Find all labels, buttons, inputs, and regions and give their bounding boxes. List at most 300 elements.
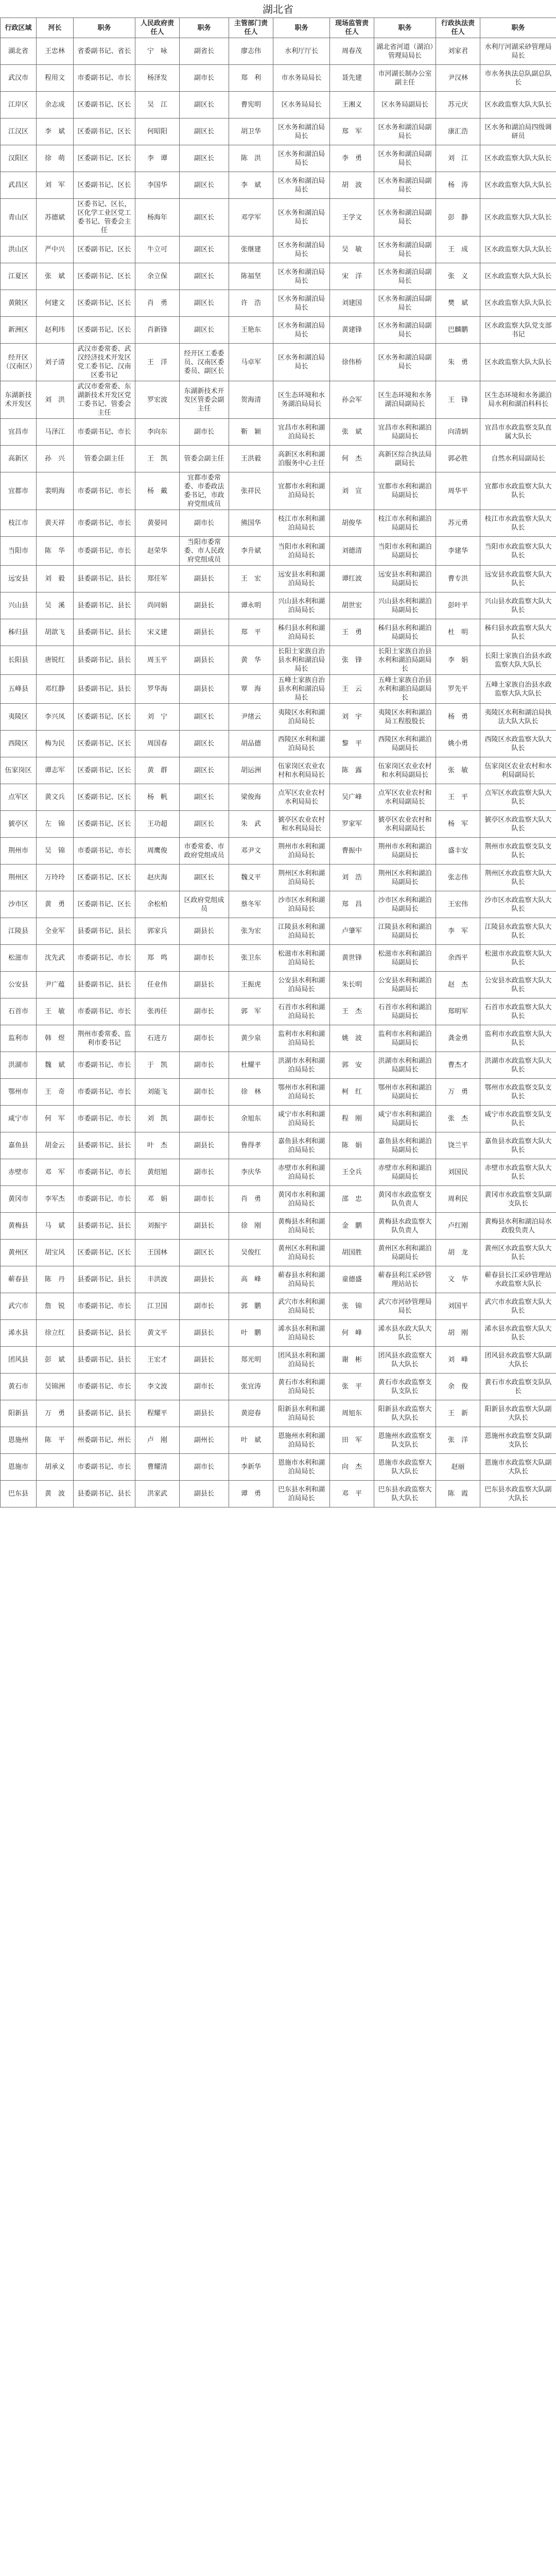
- cell-region: 黄石市: [1, 1374, 37, 1400]
- cell-department-position: 秭归县水利和湖泊局局长: [273, 619, 330, 646]
- cell-site-supervisor: 宋 洋: [330, 263, 374, 290]
- cell-government-person: 黄绍旭: [135, 1159, 180, 1186]
- cell-river-chief: 裴明海: [37, 472, 74, 510]
- cell-enforcement-position: 黄冈市水政监察支队副支队长: [480, 1186, 556, 1213]
- cell-enforcement-position: 秭归县水政监察大队大队长: [480, 619, 556, 646]
- cell-government-position: 副县长: [180, 1400, 229, 1427]
- cell-department-position: 区水务和湖泊局局长: [273, 199, 330, 236]
- cell-river-chief: 李军杰: [37, 1186, 74, 1213]
- cell-chief-position: 区委副书记、区长: [74, 757, 135, 784]
- cell-enforcement-person: 饶兰平: [436, 1132, 480, 1159]
- cell-chief-position: 市委副书记、市长: [74, 1454, 135, 1481]
- cell-government-person: 石进方: [135, 1025, 180, 1052]
- cell-enforcement-person: 刘国民: [436, 1159, 480, 1186]
- cell-government-person: 刘能飞: [135, 1079, 180, 1106]
- cell-site-supervisor: 胡俊华: [330, 510, 374, 537]
- cell-river-chief: 何 军: [37, 1106, 74, 1132]
- cell-government-person: 杨海年: [135, 199, 180, 236]
- cell-river-chief: 胡金云: [37, 1132, 74, 1159]
- cell-enforcement-position: 兴山县水政监察大队大队长: [480, 592, 556, 619]
- cell-enforcement-position: 区水政监察大队大队长: [480, 92, 556, 118]
- cell-region: 点军区: [1, 784, 37, 811]
- table-row: [1, 263, 556, 290]
- cell-government-position: 副县长: [180, 918, 229, 945]
- cell-region: 黄梅县: [1, 1213, 37, 1240]
- cell-site-position: 区水务和湖泊局副局长: [374, 236, 436, 263]
- cell-government-position: 副县长: [180, 972, 229, 998]
- cell-government-person: 曹耀清: [135, 1454, 180, 1481]
- cell-enforcement-position: 黄石市水政监察支队队长: [480, 1374, 556, 1400]
- cell-chief-position: 区委副书记、区长: [74, 236, 135, 263]
- cell-enforcement-position: 蕲春县长江采砂管理站水政监察大队长: [480, 1266, 556, 1293]
- cell-site-supervisor: 胡国胜: [330, 1240, 374, 1266]
- cell-region: 巴东县: [1, 1481, 37, 1507]
- cell-chief-position: 区委副书记、区长: [74, 704, 135, 731]
- cell-site-supervisor: 黄建锋: [330, 317, 374, 344]
- cell-site-position: 江陵县水利和湖泊局副局长: [374, 918, 436, 945]
- cell-department-person: 胡运洲: [229, 757, 273, 784]
- cell-government-position: 副区长: [180, 1240, 229, 1266]
- cell-government-person: 郑任军: [135, 566, 180, 592]
- table-row: [1, 675, 556, 704]
- cell-chief-position: 市委副书记、市长: [74, 1079, 135, 1106]
- cell-site-position: 高新区综合执法局副局长: [374, 446, 436, 472]
- cell-region: 新洲区: [1, 317, 37, 344]
- cell-government-person: 王 洋: [135, 344, 180, 381]
- cell-site-supervisor: 郑 军: [330, 118, 374, 145]
- cell-enforcement-person: 刘 峰: [436, 1347, 480, 1374]
- cell-enforcement-position: 自然水利局副局长: [480, 446, 556, 472]
- table-row: [1, 757, 556, 784]
- cell-department-person: 黄迎春: [229, 1400, 273, 1427]
- cell-site-supervisor: 陈 娟: [330, 1132, 374, 1159]
- cell-enforcement-person: 胡 龙: [436, 1240, 480, 1266]
- cell-enforcement-person: 彭 静: [436, 199, 480, 236]
- cell-site-position: 浠水县水政大队大队长: [374, 1320, 436, 1347]
- cell-government-position: 副县长: [180, 1347, 229, 1374]
- cell-department-person: 张宜涛: [229, 1374, 273, 1400]
- cell-site-supervisor: 刘德清: [330, 537, 374, 566]
- cell-government-person: 宁 咏: [135, 38, 180, 65]
- cell-government-person: 李 谭: [135, 145, 180, 172]
- cell-government-position: 副市长: [180, 1374, 229, 1400]
- cell-site-supervisor: 王湘义: [330, 92, 374, 118]
- cell-enforcement-position: 五峰土家族自治县水政监察大队大队长: [480, 675, 556, 704]
- cell-chief-position: 市委副书记、市长: [74, 1106, 135, 1132]
- cell-chief-position: 市委副书记、市长: [74, 537, 135, 566]
- cell-site-supervisor: 郭 安: [330, 1052, 374, 1079]
- cell-chief-position: 县委副书记、县长: [74, 1347, 135, 1374]
- header-site-supervisor: 现场监管责任人: [330, 18, 374, 38]
- cell-enforcement-position: 区水政监察大队大队长: [480, 236, 556, 263]
- cell-region: 江岸区: [1, 92, 37, 118]
- cell-department-position: 枝江市水利和湖泊局局长: [273, 510, 330, 537]
- cell-site-supervisor: 张 斌: [330, 419, 374, 446]
- cell-government-position: 副县长: [180, 592, 229, 619]
- table-row: [1, 1132, 556, 1159]
- cell-government-person: 李国华: [135, 172, 180, 199]
- cell-department-person: 李庆华: [229, 1159, 273, 1186]
- cell-government-person: 洪家武: [135, 1481, 180, 1507]
- cell-river-chief: 唐锐红: [37, 646, 74, 675]
- cell-river-chief: 彭 斌: [37, 1347, 74, 1374]
- cell-chief-position: 市委副书记、市长: [74, 1293, 135, 1320]
- cell-government-position: 副县长: [180, 1481, 229, 1507]
- cell-department-position: 区水务和湖泊局局长: [273, 172, 330, 199]
- cell-department-person: 谭永明: [229, 592, 273, 619]
- cell-government-position: 副市长: [180, 945, 229, 972]
- cell-site-position: 黄冈市水政监察支队负责人: [374, 1186, 436, 1213]
- cell-region: 荆州市: [1, 838, 37, 865]
- cell-site-supervisor: 周旭东: [330, 1400, 374, 1427]
- cell-river-chief: 黄天祥: [37, 510, 74, 537]
- cell-department-person: 李 斌: [229, 172, 273, 199]
- cell-chief-position: 县委副书记、县长: [74, 1481, 135, 1507]
- cell-region: 蕲春县: [1, 1266, 37, 1293]
- cell-enforcement-position: 区水政监察大队大队长: [480, 145, 556, 172]
- cell-region: 经开区（汉南区）: [1, 344, 37, 381]
- table-row: [1, 290, 556, 317]
- cell-region: 长阳县: [1, 646, 37, 675]
- cell-chief-position: 区委副书记、区长: [74, 811, 135, 838]
- cell-government-position: 副区长: [180, 704, 229, 731]
- cell-government-person: 叶 杰: [135, 1132, 180, 1159]
- cell-department-position: 恩施州水利和湖泊局局长: [273, 1427, 330, 1454]
- cell-site-position: 沙市区水利和湖泊局副局长: [374, 891, 436, 918]
- cell-enforcement-position: 浠水县水政监察大队大队长: [480, 1320, 556, 1347]
- cell-river-chief: 王忠林: [37, 38, 74, 65]
- cell-government-person: 肖新锋: [135, 317, 180, 344]
- cell-site-position: 区水务和湖泊局副局长: [374, 118, 436, 145]
- cell-site-supervisor: 王学文: [330, 199, 374, 236]
- cell-site-supervisor: 胡 波: [330, 172, 374, 199]
- cell-site-position: 兴山县水利和湖泊局副局长: [374, 592, 436, 619]
- cell-enforcement-position: 鄂州市水政监察支队支队长: [480, 1079, 556, 1106]
- cell-enforcement-person: 郭必胜: [436, 446, 480, 472]
- cell-enforcement-person: 巴麟鹏: [436, 317, 480, 344]
- table-row: [1, 236, 556, 263]
- table-row: [1, 1293, 556, 1320]
- cell-site-supervisor: 童德盛: [330, 1266, 374, 1293]
- table-row: [1, 199, 556, 236]
- cell-chief-position: 荆州市委常委、监利市委书记: [74, 1025, 135, 1052]
- cell-site-position: 五峰土家族自治县水利和湖泊局副局长: [374, 675, 436, 704]
- cell-enforcement-position: 远安县水政监察大队大队长: [480, 566, 556, 592]
- cell-region: 枝江市: [1, 510, 37, 537]
- cell-department-position: 远安县水利和湖泊局局长: [273, 566, 330, 592]
- cell-site-supervisor: 何 峰: [330, 1320, 374, 1347]
- cell-government-position: 副市长: [180, 1079, 229, 1106]
- cell-government-position: 副市长: [180, 510, 229, 537]
- cell-government-position: 副县长: [180, 1132, 229, 1159]
- cell-department-person: 靳 颖: [229, 419, 273, 446]
- cell-site-position: 监利市水利和湖泊局副局长: [374, 1025, 436, 1052]
- cell-department-person: 张祥民: [229, 472, 273, 510]
- cell-government-position: 副市长: [180, 1025, 229, 1052]
- cell-enforcement-position: 区水政监察大队大队长: [480, 172, 556, 199]
- table-row: [1, 646, 556, 675]
- cell-government-person: 杨泽发: [135, 65, 180, 92]
- cell-enforcement-position: 夷陵区水利和湖泊局执法大队大队长: [480, 704, 556, 731]
- cell-site-supervisor: 王 云: [330, 675, 374, 704]
- cell-river-chief: 马泽江: [37, 419, 74, 446]
- cell-government-person: 刘 宁: [135, 704, 180, 731]
- cell-department-person: 马卓军: [229, 344, 273, 381]
- table-row: [1, 1481, 556, 1507]
- table-row: [1, 838, 556, 865]
- cell-river-chief: 徐 萌: [37, 145, 74, 172]
- cell-department-position: 荆州市水利和湖泊局局长: [273, 838, 330, 865]
- cell-government-position: 副市长: [180, 1106, 229, 1132]
- cell-river-chief: 徐立红: [37, 1320, 74, 1347]
- cell-chief-position: 市委副书记、市长: [74, 1159, 135, 1186]
- cell-department-person: 叶 鹏: [229, 1320, 273, 1347]
- cell-region: 夷陵区: [1, 704, 37, 731]
- cell-department-position: 高新区水利和湖泊服务中心主任: [273, 446, 330, 472]
- cell-site-supervisor: 刘 宣: [330, 472, 374, 510]
- cell-government-position: 副市长: [180, 1052, 229, 1079]
- cell-government-person: 周鹰俊: [135, 838, 180, 865]
- cell-region: 五峰县: [1, 675, 37, 704]
- cell-department-position: 松滋市水利和湖泊局局长: [273, 945, 330, 972]
- cell-site-position: 区水务和湖泊局副局长: [374, 172, 436, 199]
- cell-department-person: 熊国华: [229, 510, 273, 537]
- cell-site-position: 区水务和湖泊局副局长: [374, 263, 436, 290]
- cell-site-position: 松滋市水利和湖泊局副局长: [374, 945, 436, 972]
- table-row: [1, 381, 556, 419]
- cell-department-person: 郭 鹏: [229, 1293, 273, 1320]
- cell-chief-position: 区委副书记、区长: [74, 145, 135, 172]
- table-row: [1, 537, 556, 566]
- cell-site-supervisor: 邵 忠: [330, 1186, 374, 1213]
- cell-site-position: 黄石市水政监察支队支队长: [374, 1374, 436, 1400]
- cell-department-position: 区水务和湖泊局局长: [273, 263, 330, 290]
- cell-enforcement-person: 张 杰: [436, 1106, 480, 1132]
- cell-government-person: 刘 凯: [135, 1106, 180, 1132]
- table-body: [1, 38, 556, 1507]
- header-department-person: 主管部门责任人: [229, 18, 273, 38]
- cell-enforcement-person: 王 平: [436, 784, 480, 811]
- cell-site-supervisor: 谢 彬: [330, 1347, 374, 1374]
- cell-enforcement-person: 杨 勇: [436, 704, 480, 731]
- cell-chief-position: 县委副书记、县长: [74, 918, 135, 945]
- cell-government-position: 副县长: [180, 675, 229, 704]
- cell-region: 高新区: [1, 446, 37, 472]
- cell-department-position: 夷陵区水利和湖泊局局长: [273, 704, 330, 731]
- cell-government-person: 牛立可: [135, 236, 180, 263]
- cell-enforcement-position: 松滋市水政监察大队大队长: [480, 945, 556, 972]
- cell-chief-position: 市委副书记、市长: [74, 838, 135, 865]
- table-row: [1, 172, 556, 199]
- cell-site-position: 洪湖市水利和湖泊局副局长: [374, 1052, 436, 1079]
- cell-site-position: 团风县水政监察大队大队长: [374, 1347, 436, 1374]
- cell-river-chief: 胡宝风: [37, 1240, 74, 1266]
- table-row: [1, 811, 556, 838]
- cell-enforcement-person: 杨 军: [436, 811, 480, 838]
- cell-government-person: 卢 刚: [135, 1427, 180, 1454]
- cell-government-position: 副市长: [180, 419, 229, 446]
- cell-department-position: 区水务和湖泊局局长: [273, 317, 330, 344]
- cell-site-supervisor: 王 勇: [330, 619, 374, 646]
- cell-river-chief: 李兴凤: [37, 704, 74, 731]
- cell-department-position: 区水务局局长: [273, 92, 330, 118]
- cell-chief-position: 市委副书记、市长: [74, 472, 135, 510]
- cell-enforcement-position: 洪湖市水政监察大队大队长: [480, 1052, 556, 1079]
- cell-government-person: 赵荣华: [135, 537, 180, 566]
- cell-site-position: 黄梅县水政监察大队负责人: [374, 1213, 436, 1240]
- cell-site-position: 区水务和湖泊局副局长: [374, 199, 436, 236]
- cell-region: 汉阳区: [1, 145, 37, 172]
- cell-enforcement-person: 尹汉林: [436, 65, 480, 92]
- cell-river-chief: 黄 波: [37, 1481, 74, 1507]
- cell-site-supervisor: 郑 昌: [330, 891, 374, 918]
- cell-enforcement-person: 盛丰安: [436, 838, 480, 865]
- cell-region: 公安县: [1, 972, 37, 998]
- cell-river-chief: 马 斌: [37, 1213, 74, 1240]
- cell-chief-position: 县委副书记、县长: [74, 972, 135, 998]
- cell-site-position: 武穴市河砂管理局局长: [374, 1293, 436, 1320]
- cell-enforcement-person: 陈 霞: [436, 1481, 480, 1507]
- cell-site-position: 区水务和湖泊局副局长: [374, 344, 436, 381]
- cell-chief-position: 市委副书记、市长: [74, 945, 135, 972]
- cell-department-position: 石首市水利和湖泊局局长: [273, 998, 330, 1025]
- table-row: [1, 784, 556, 811]
- cell-site-position: 恩施州水政监察支队支队长: [374, 1427, 436, 1454]
- cell-enforcement-position: 区水务和湖泊局四级调研员: [480, 118, 556, 145]
- cell-government-position: 副州长: [180, 1427, 229, 1454]
- cell-department-position: 猇亭区农业农村和水利局局长: [273, 811, 330, 838]
- cell-enforcement-position: 区水政监察大队大队长: [480, 290, 556, 317]
- cell-site-supervisor: 柯 红: [330, 1079, 374, 1106]
- cell-enforcement-person: 赵丽: [436, 1454, 480, 1481]
- cell-department-position: 黄州区水利和湖泊局局长: [273, 1240, 330, 1266]
- cell-government-position: 副区长: [180, 118, 229, 145]
- cell-enforcement-person: 卢红刚: [436, 1213, 480, 1240]
- table-row: [1, 972, 556, 998]
- cell-enforcement-position: 区水政监察大队大队长: [480, 263, 556, 290]
- cell-site-supervisor: 聂先建: [330, 65, 374, 92]
- table-row: [1, 38, 556, 65]
- cell-department-position: 监利市水利和湖泊局局长: [273, 1025, 330, 1052]
- cell-department-position: 区水务和湖泊局局长: [273, 118, 330, 145]
- header-enforcement-position: 职务: [480, 18, 556, 38]
- cell-enforcement-person: 樊 斌: [436, 290, 480, 317]
- table-row: [1, 592, 556, 619]
- cell-department-position: 长阳土家族自治县水利和湖泊局局长: [273, 646, 330, 675]
- cell-department-person: 陈福坚: [229, 263, 273, 290]
- cell-river-chief: 张 斌: [37, 263, 74, 290]
- cell-site-position: 区生态环境和水务湖泊局副局长: [374, 381, 436, 419]
- cell-region: 青山区: [1, 199, 37, 236]
- cell-government-position: 副市长: [180, 1293, 229, 1320]
- cell-government-position: 副县长: [180, 1266, 229, 1293]
- cell-site-supervisor: 邓 平: [330, 1481, 374, 1507]
- cell-enforcement-person: 郑明军: [436, 998, 480, 1025]
- cell-enforcement-person: 康汇浩: [436, 118, 480, 145]
- cell-chief-position: 区委副书记、区长: [74, 92, 135, 118]
- cell-chief-position: 县委副书记、县长: [74, 619, 135, 646]
- cell-government-position: 副县长: [180, 1213, 229, 1240]
- cell-chief-position: 区委副书记、区长: [74, 891, 135, 918]
- cell-chief-position: 县委副书记、县长: [74, 1266, 135, 1293]
- cell-department-position: 荆州区水利和湖泊局局长: [273, 865, 330, 891]
- table-row: [1, 145, 556, 172]
- header-region: 行政区域: [1, 18, 37, 38]
- cell-department-person: 肖 勇: [229, 1186, 273, 1213]
- cell-chief-position: 区委副书记、区长: [74, 118, 135, 145]
- cell-enforcement-person: 余西平: [436, 945, 480, 972]
- table-row: [1, 731, 556, 757]
- cell-government-position: 当阳市委常委、市人民政府党组成员: [180, 537, 229, 566]
- cell-river-chief: 魏 斌: [37, 1052, 74, 1079]
- cell-enforcement-position: 区水政监察大队大队长: [480, 199, 556, 236]
- cell-chief-position: 县委副书记、县长: [74, 1213, 135, 1240]
- cell-site-supervisor: 姚 波: [330, 1025, 374, 1052]
- cell-river-chief: 王 奇: [37, 1079, 74, 1106]
- cell-government-position: 副区长: [180, 811, 229, 838]
- cell-site-supervisor: 卢肇军: [330, 918, 374, 945]
- cell-department-position: 市水务局局长: [273, 65, 330, 92]
- table-row: [1, 1400, 556, 1427]
- table-row: [1, 1052, 556, 1079]
- cell-chief-position: 市委副书记、市长: [74, 419, 135, 446]
- cell-region: 黄州区: [1, 1240, 37, 1266]
- cell-enforcement-person: 李 军: [436, 918, 480, 945]
- cell-site-position: 宜昌市水利和湖泊局副局长: [374, 419, 436, 446]
- cell-river-chief: 严中兴: [37, 236, 74, 263]
- cell-department-position: 黄梅县水利和湖泊局局长: [273, 1213, 330, 1240]
- table-row: [1, 1374, 556, 1400]
- cell-government-position: 副区长: [180, 290, 229, 317]
- cell-government-person: 周玉平: [135, 646, 180, 675]
- cell-site-position: 阳新县水政监察大队大队长: [374, 1400, 436, 1427]
- cell-government-position: 副市长: [180, 998, 229, 1025]
- cell-chief-position: 区委副书记、区长: [74, 865, 135, 891]
- cell-region: 鄂州市: [1, 1079, 37, 1106]
- cell-site-supervisor: 罗家军: [330, 811, 374, 838]
- cell-site-position: 巴东县水政监察大队大队长: [374, 1481, 436, 1507]
- cell-government-position: 副县长: [180, 566, 229, 592]
- cell-enforcement-position: 武穴市水政监察大队大队长: [480, 1293, 556, 1320]
- cell-government-person: 张再任: [135, 998, 180, 1025]
- cell-site-position: 咸宁市水利和湖泊局副局长: [374, 1106, 436, 1132]
- cell-region: 浠水县: [1, 1320, 37, 1347]
- cell-department-person: 廖志伟: [229, 38, 273, 65]
- cell-government-position: 副区长: [180, 865, 229, 891]
- cell-region: 武汉市: [1, 65, 37, 92]
- cell-department-person: 覃 海: [229, 675, 273, 704]
- cell-government-position: 副区长: [180, 236, 229, 263]
- cell-region: 阳新县: [1, 1400, 37, 1427]
- cell-site-position: 鄂州市水利和湖泊局副局长: [374, 1079, 436, 1106]
- cell-enforcement-position: 点军区水政监察大队大队长: [480, 784, 556, 811]
- table-row: [1, 1025, 556, 1052]
- cell-chief-position: 武汉市委常委、武汉经济技术开发区党工委书记、汉南区委书记: [74, 344, 135, 381]
- cell-government-person: 郭家兵: [135, 918, 180, 945]
- header-site-position: 职务: [374, 18, 436, 38]
- cell-enforcement-person: 张 洋: [436, 1427, 480, 1454]
- cell-enforcement-person: 张 义: [436, 263, 480, 290]
- cell-site-supervisor: 朱长明: [330, 972, 374, 998]
- cell-government-position: 副区长: [180, 784, 229, 811]
- cell-river-chief: 程用文: [37, 65, 74, 92]
- cell-enforcement-person: 王 成: [436, 236, 480, 263]
- cell-enforcement-position: 巴东县水政监察大队副大队长: [480, 1481, 556, 1507]
- cell-department-person: 杜耀平: [229, 1052, 273, 1079]
- cell-government-person: 任业伟: [135, 972, 180, 998]
- cell-department-position: 宜昌市水利和湖泊局局长: [273, 419, 330, 446]
- table-row: [1, 1106, 556, 1132]
